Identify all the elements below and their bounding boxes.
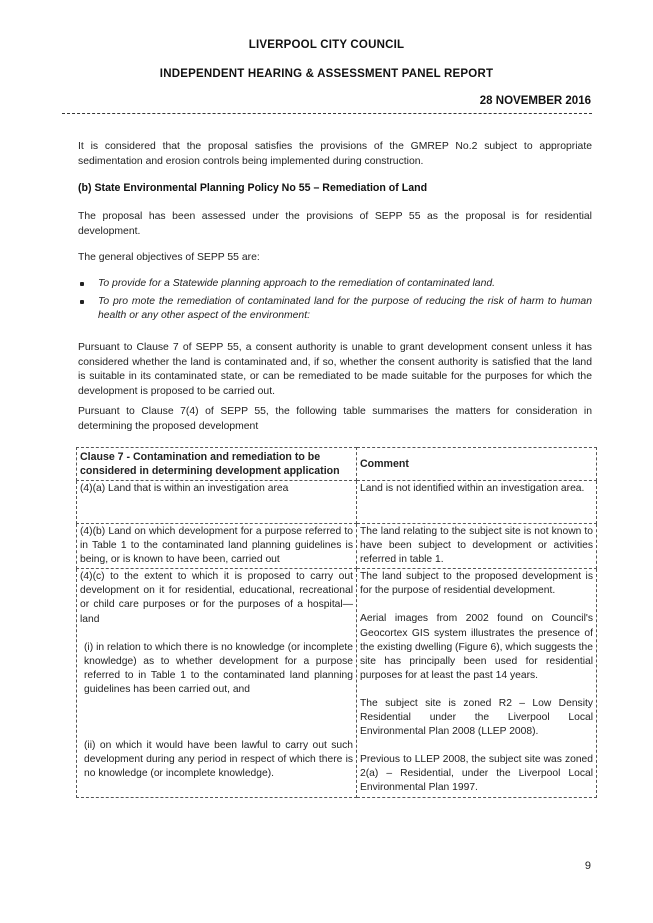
table-cell-comment: Land is not identified within an investigation area. <box>357 481 597 524</box>
comment-text: Previous to LLEP 2008, the subject site was zoned 2(a) – Residential, under the Liverpool Local Environmental Plan 1997. <box>360 754 593 794</box>
column-header-comment: Comment <box>357 448 597 481</box>
intro-paragraph: It is considered that the proposal satisfies the provisions of the GMREP No.2 subject to appropriate sedimentation and erosion controls being implemented during construction. <box>78 141 592 167</box>
table-row <box>77 481 597 524</box>
clause-text: (4)(c) to the extent to which it is proposed to carry out development on it for residential, educational, recreational or child care purposes or for the purposes of a hospital—land <box>80 571 353 625</box>
report-date: 28 NOVEMBER 2016 <box>479 95 591 107</box>
page-number: 9 <box>584 860 591 872</box>
clause7-table <box>76 447 597 798</box>
table-cell-comment: The land relating to the subject site is not known to have been subject to development or activities referred in table 1. <box>357 524 597 569</box>
clause74-paragraph: Pursuant to Clause 7(4) of SEPP 55, the following table summarises the matters for consideration in determining the proposed development <box>78 406 592 432</box>
objectives-list <box>78 277 592 327</box>
clause7-paragraph: Pursuant to Clause 7 of SEPP 55, a consent authority is unable to grant development consent unless it has considered whether the land is contaminated and, if so, whether the consent authority is satisfied that the land is suitable in its contaminated state, or can be remediated to be made suitable for the purposes for which the development is proposed to be carried out. <box>78 342 592 397</box>
comment-text: The land subject to the proposed development is for the purpose of residential development. <box>360 571 593 597</box>
objectives-intro: The general objectives of SEPP 55 are: <box>78 252 260 263</box>
assessment-paragraph: The proposal has been assessed under the provisions of SEPP 55 as the proposal is for residential development. <box>78 211 592 237</box>
table-cell-clause <box>77 569 357 797</box>
table-cell-clause: (4)(b) Land on which development for a purpose referred to in Table 1 to the contaminated land planning guidelines is being, or is known to have been, carried out <box>77 524 357 569</box>
table-cell-comment <box>357 569 597 797</box>
table-header-row <box>77 448 597 481</box>
comment-text: Aerial images from 2002 found on Council's Geocortex GIS system illustrates the presence of the existing dwelling (Figure 6), which suggests the site has principally been used for residential purposes for at least the past 14 years. <box>360 613 593 681</box>
clause-subitem-i: (i) in relation to which there is no knowledge (or incomplete knowledge) as to whether development for a purpose referred to in Table 1 to the contaminated land planning guidelines has been carried out, and <box>84 641 353 695</box>
table-row <box>77 569 597 797</box>
list-item: To provide for a Statewide planning approach to the remediation of contaminated land. <box>78 277 592 292</box>
report-title: INDEPENDENT HEARING & ASSESSMENT PANEL REPORT <box>159 68 494 80</box>
list-item: To pro mote the remediation of contaminated land for the purpose of reducing the risk of harm to human health or any other aspect of the environment: <box>78 295 592 324</box>
section-heading-sepp55: (b) State Environmental Planning Policy No 55 – Remediation of Land <box>78 182 428 194</box>
table-row <box>77 524 597 569</box>
comment-text: The subject site is zoned R2 – Low Density Residential under the Liverpool Local Environmental Plan 2008 (LLEP 2008). <box>360 697 593 738</box>
council-name: LIVERPOOL CITY COUNCIL <box>248 39 405 51</box>
table-cell-clause: (4)(a) Land that is within an investigation area <box>77 481 357 524</box>
column-header-clause: Clause 7 - Contamination and remediation to be considered in determining development application <box>77 448 357 481</box>
header-divider <box>62 113 592 114</box>
clause-subitem-ii: (ii) on which it would have been lawful to carry out such development during any period in respect of which there is no knowledge (or incomplete knowledge). <box>84 740 353 780</box>
